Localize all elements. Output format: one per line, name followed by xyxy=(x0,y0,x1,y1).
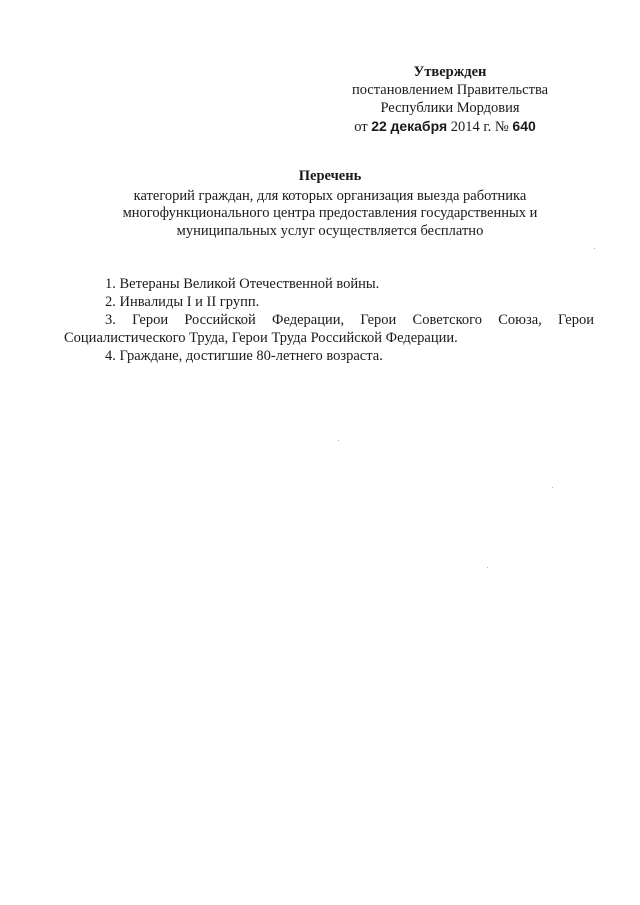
approval-line-1: постановлением Правительства xyxy=(351,82,549,98)
scan-speck xyxy=(338,440,339,441)
approval-block xyxy=(330,63,570,136)
subtitle-line-2: многофункционального центра предоставления государственных и xyxy=(122,205,538,221)
subtitle-line-3: муниципальных услуг осуществляется бесплатно xyxy=(176,222,484,239)
date-month: декабря xyxy=(390,118,448,134)
approval-date-line xyxy=(320,117,570,136)
scan-speck xyxy=(594,248,595,249)
list-item-1: 1. Ветераны Великой Отечественной войны. xyxy=(105,276,380,292)
decree-number: 640 xyxy=(512,118,536,134)
title-block xyxy=(60,168,600,240)
scan-speck xyxy=(487,567,488,568)
approval-line-2: Республики Мордовия xyxy=(380,100,520,116)
date-year: 2014 г. № xyxy=(450,119,509,135)
approval-heading: Утвержден xyxy=(413,64,487,80)
document-title: Перечень xyxy=(298,168,362,184)
list-item-4: 4. Граждане, достигшие 80-летнего возраста. xyxy=(105,348,383,364)
category-list xyxy=(64,275,594,365)
list-item-2: 2. Инвалиды I и II групп. xyxy=(105,294,260,310)
list-item-3: 3. Герои Российской Федерации, Герои Советского Союза, Герои Социалистического Труда, Герои Труда Российской Федерации. xyxy=(64,312,594,346)
date-prefix: от xyxy=(354,119,368,135)
subtitle-line-1: категорий граждан, для которых организация выезда работника xyxy=(133,187,527,204)
scan-speck xyxy=(552,487,553,488)
date-day: 22 xyxy=(371,118,387,134)
